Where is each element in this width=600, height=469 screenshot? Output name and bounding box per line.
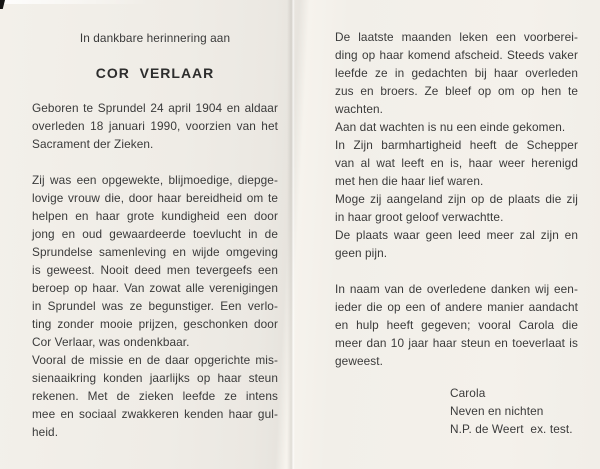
signature-line: Carola	[450, 386, 486, 400]
memorial-intro-line: In dankbare herinnering aan	[79, 31, 231, 45]
text-line: Cor Verlaar, was ondenkbaar.	[32, 335, 190, 349]
text-line: De plaats waar geen leed meer zal zijn en	[335, 228, 578, 242]
paragraph	[32, 171, 278, 351]
card-left-page	[32, 29, 278, 441]
text-line: In naam van de overledene danken wij een-	[335, 282, 578, 296]
text-line: zus en broers. Ze bleef op om op hen te	[335, 84, 578, 98]
text-line: ting zonder mooie prijzen, geschonken door	[32, 317, 278, 331]
text-line: Aan dat wachten is nu een einde gekomen.	[335, 120, 566, 134]
text-line: overleden 18 januari 1990, voorzien van het	[32, 119, 278, 133]
text-line: rekenen. Met de zieken leefde ze intens	[32, 389, 278, 403]
paragraph	[335, 136, 578, 190]
signature-block	[450, 384, 578, 438]
text-line: lovige vrouw die, door haar bereidheid om te	[32, 191, 278, 205]
signature-line: Neven en nichten	[450, 404, 544, 418]
text-line: in haar groot geloof verwachtte.	[335, 210, 504, 224]
text-line: ieder die op een of andere manier aandacht	[335, 300, 578, 314]
paragraph	[335, 118, 578, 136]
text-line: leefde ze in gedachten bij haar overleden	[335, 66, 578, 80]
left-page-body-text	[32, 99, 278, 441]
text-line: In Zijn barmhartigheid heeft de Schepper	[335, 138, 578, 152]
text-line: wachten.	[335, 102, 384, 116]
text-line: Zij was een opgewekte, blijmoedige, diepge-	[32, 173, 278, 187]
text-line: Sprundelse samenleving en wijde omgeving	[32, 245, 278, 259]
right-page-body-text	[335, 28, 578, 370]
text-line: jong en oud gewaardeerde toevlucht in de	[32, 227, 278, 241]
text-line: mee en sociaal zwakkeren kenden haar gul-	[32, 407, 278, 421]
text-line: meer dan 10 jaar haar steun en toeverlaat is	[335, 336, 578, 350]
text-line: Vooral de missie en de daar opgerichte mis-	[32, 353, 278, 367]
scan-edge-highlight	[0, 0, 150, 4]
text-line: sienaaikring konden jaarlijks op haar steun	[32, 371, 278, 385]
signature-line: N.P. de Weert ex. test.	[450, 422, 573, 436]
text-line: en hulp heeft gegeven; vooral Carola die	[335, 318, 578, 332]
paragraph	[335, 190, 578, 226]
scan-artifact-corner-mark	[0, 0, 5, 9]
paragraph	[335, 226, 578, 262]
text-line: heid.	[32, 425, 59, 439]
paragraph	[32, 351, 278, 441]
text-line: beroep op haar. Van zowat alle verenigingen	[32, 281, 278, 295]
card-right-page	[335, 28, 578, 438]
text-line: in Sprundel was ze begunstiger. Een verlo-	[32, 299, 278, 313]
text-line: De laatste maanden leken een voorberei-	[335, 30, 578, 44]
text-line: geen pijn.	[335, 246, 388, 260]
card-fold-line	[287, 0, 295, 469]
text-line: Geboren te Sprundel 24 april 1904 en aldaar	[32, 101, 278, 115]
paragraph	[32, 99, 278, 153]
text-line: helpen en haar grote kundigheid een door	[32, 209, 278, 223]
text-line: ding op haar komend afscheid. Steeds vaker	[335, 48, 578, 62]
text-line: Sacrament der Zieken.	[32, 137, 154, 151]
text-line: is geweest. Nooit deed men tevergeefs een	[32, 263, 278, 277]
text-line: Moge zij aangeland zijn op de plaats die zij	[335, 192, 578, 206]
text-line: met hen die haar lief waren.	[335, 174, 484, 188]
text-line: van al wat leeft en is, haar weer herenigd	[335, 156, 578, 170]
deceased-name: COR VERLAAR	[95, 65, 215, 81]
paragraph	[335, 280, 578, 370]
text-line: geweest.	[335, 354, 384, 368]
paragraph	[335, 28, 578, 118]
